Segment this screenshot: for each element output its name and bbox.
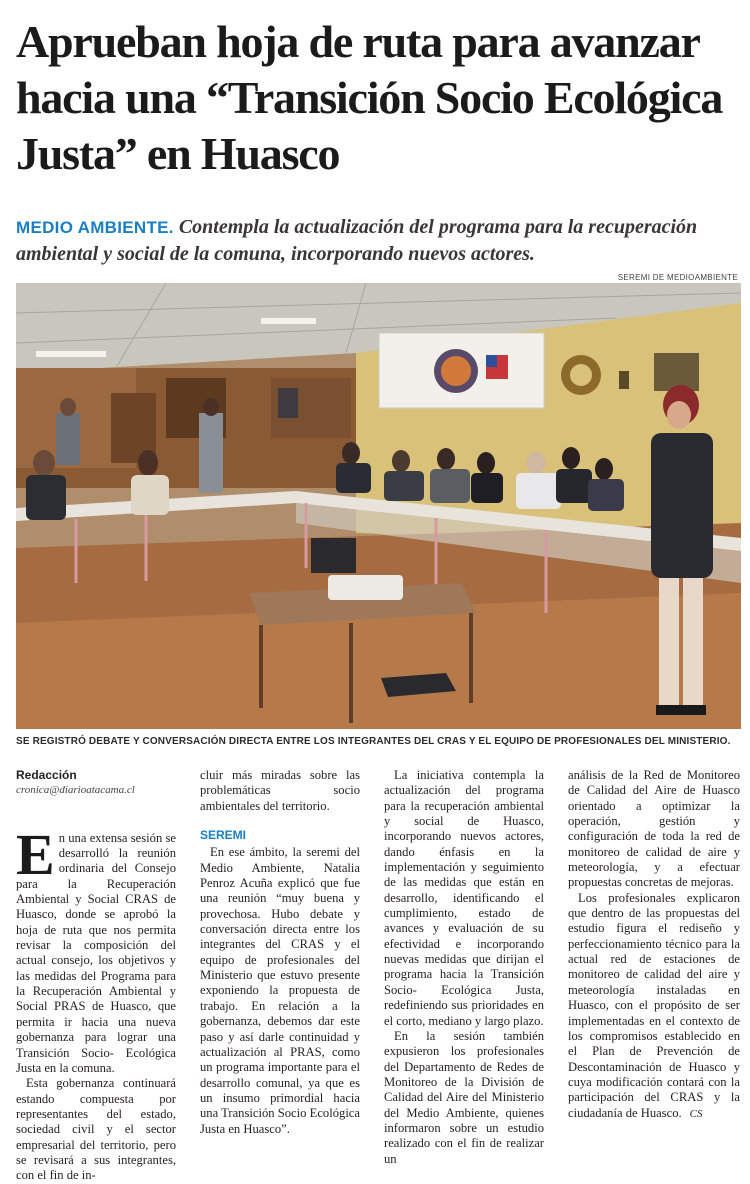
paragraph: La iniciativa contempla la actualización del programa para la recuperación ambiental y social de Huasco, incorporando nuevos actores, dando énfasis en la implementación y seguimiento de las medidas que están en desarrollo, identificando el cumplimiento, estado de avances y evaluación de su efectividad e incorporando nuevas medidas que dirijan el programa hacia la Transición Socio- Ecológica Justa, redefiniendo sus prioridades en el corto, mediano y largo plazo. (384, 768, 544, 1028)
column-2 (200, 768, 360, 1137)
byline: Redacción (16, 768, 77, 782)
deck-text: Contempla la actualización del programa para la recuperación ambiental y social de la comuna, incorporando nuevos actores. (16, 216, 698, 265)
paragraph (568, 891, 740, 1122)
section-label: MEDIO AMBIENTE. (16, 218, 174, 237)
paragraph-text: n una extensa sesión se desarrolló la reunión ordinaria del Consejo para la Recuperación Ambiental y Social CRAS de Huasco, donde se aprobó la hoja de ruta que nos permita revisar la composición del actual consejo, los objetivos y las medidas del Programa para la Recuperación Ambiental y Social PRAS de Huasco, que permita ir hacia una nueva gobernanza para lograr una Transición Socio- Ecológica Justa en la comuna. (16, 830, 176, 1075)
paragraph: En la sesión también expusieron los profesionales del Departamento de Redes de Monitoreo de la División de Calidad del Aire del Ministerio del Medio Ambiente, quienes informaron sobre un estudio realizado con el fin de realizar un (384, 1028, 544, 1166)
headline: Aprueban hoja de ruta para avanzar hacia una “Transición Socio Ecológica Justa” en Huasco (16, 16, 723, 179)
paragraph: En ese ámbito, la seremi del Medio Ambiente, Natalia Penroz Acuña explicó que fue una reunión “muy buena y provechosa. Hubo debate y conversación directa entre los integrantes del CRAS y el equipo de profesionales del Ministerio que estuvo presente exponiendo la propuesta de trabajo. En relación a la gobernanza, debemos dar este paso y así darle continuidad y actualización al PRAS, como un programa importante para el desarrollo comunal, ya que es un insumo primordial hacia una Transición Socio Ecológica Justa en Huasco”. (200, 845, 360, 1136)
drop-cap: E (16, 821, 55, 887)
column-3 (384, 768, 544, 1167)
paragraph (16, 821, 176, 1077)
paragraph: análisis de la Red de Monitoreo de Calidad del Aire de Huasco orientado a optimizar la operación, gestión y configuración de toda la red de monitoreo de calidad de aire y meteorología, y a efectuar propuestas concretas de mejoras. (568, 768, 740, 890)
author-email: cronica@diarioatacama.cl (16, 784, 135, 797)
subhead: SEREMI (200, 828, 247, 843)
column-4 (568, 768, 740, 1122)
paragraph-text: Los profesionales explicaron que dentro de las propuestas del estudio figura el rediseño y perfeccionamiento técnico para la actual red de estaciones de monitoreo de calidad del aire y meteorología instaladas en Huasco, con el propósito de ser implementadas en el contexto de los compromisos establecido en el Plan de Prevención de Descontaminación de Huasco y cuya modificación contará con la participación del CRAS y la ciudadanía de Huasco. (568, 890, 740, 1120)
paragraph: Esta gobernanza continuará estando compuesta por representantes del estado, sociedad civil y el sector empresarial del territorio, pero se revisará a sus integrantes, con el fin de in- (16, 1076, 176, 1183)
photo-caption: SE REGISTRÓ DEBATE Y CONVERSACIÓN DIRECTA ENTRE LOS INTEGRANTES DEL CRAS Y EL EQUIPO DE PROFESIONALES DEL MINISTERIO. (16, 736, 731, 747)
photo-credit: SEREMI DE MEDIOAMBIENTE (617, 273, 738, 282)
paragraph: cluir más miradas sobre las problemáticas socio ambientales del territorio. (200, 768, 360, 813)
end-mark: CS (689, 1107, 703, 1120)
deck (16, 214, 741, 268)
meeting-room-photo (16, 283, 741, 729)
article-photo (16, 283, 741, 729)
column-1 (16, 768, 176, 1184)
